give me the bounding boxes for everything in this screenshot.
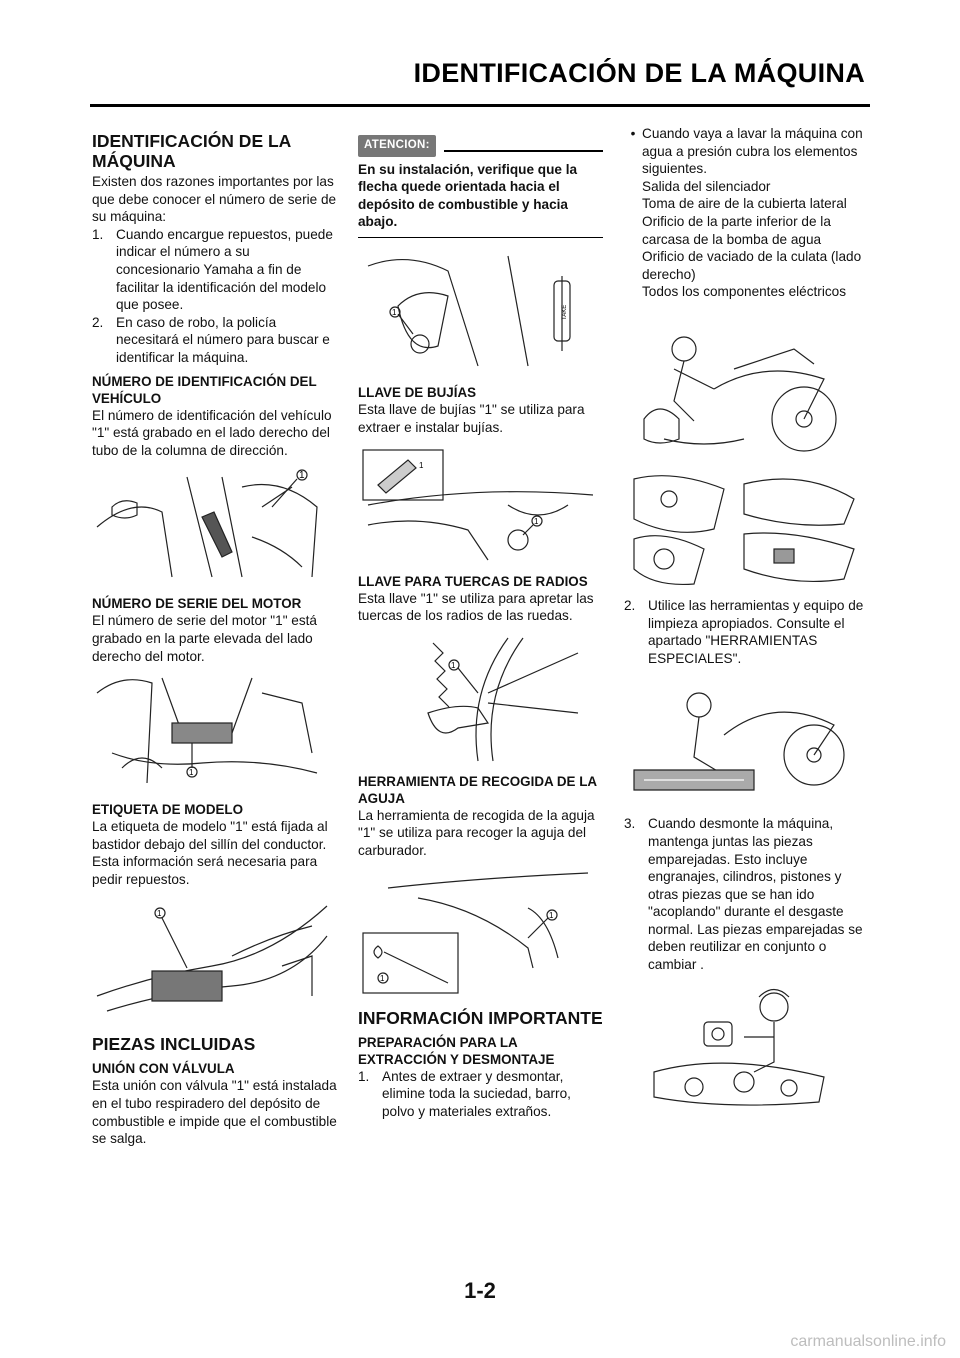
- list-item: 3. Cuando desmonte la máquina, mantenga juntas las piezas emparejadas. Esto incluye engranajes, cilindros, pistones y otras piezas que se han ido "acoplando" durante el desgaste normal. Las piezas emparejadas se deben reutilizar en conjunto o cambiar .: [624, 816, 863, 973]
- list-item: 1. Cuando encargue repuestos, puede indicar el número a su concesionario Yamaha a fin de facilitar la identificación del modelo que posee.: [92, 226, 333, 313]
- valve-text: Esta unión con válvula "1" está instalada en el tubo respiradero del depósito de combustible e impide que el combustible se salga.: [92, 1078, 337, 1147]
- model-label-heading: ETIQUETA DE MODELO: [92, 802, 244, 818]
- section-title-important-info: INFORMACIÓN IMPORTANTE: [358, 1007, 603, 1028]
- figure-cleaning-tools: [624, 675, 872, 805]
- figure-engine-number: [92, 673, 337, 791]
- section-title-identification: IDENTIFICACIÓN DE LA MÁQUINA: [92, 131, 291, 171]
- list-item: • Cuando vaya a lavar la máquina con agua a presión cubra los elementos siguientes. Salida del silenciador Toma de aire de la cubierta lateral Orificio de la parte inferior de la carcasa de la bomba de agua Orificio de vaciado de la culata (lado derecho) Todos los componentes eléctricos: [630, 126, 863, 300]
- list-item: 2. Utilice las herramientas y equipo de limpieza apropiados. Consulte el apartado "HERRAMIENTAS ESPECIALES".: [624, 597, 864, 666]
- needle-tool-heading: HERRAMIENTA DE RECOGIDA DE LA AGUJA: [358, 773, 597, 806]
- svg-text:1: 1: [189, 768, 194, 778]
- svg-text:1: 1: [380, 973, 385, 983]
- svg-text:1: 1: [534, 516, 539, 526]
- vin-text: El número de identificación del vehículo "1" está grabado en el lado derecho del tubo de la columna de dirección.: [92, 407, 332, 458]
- model-label-text: La etiqueta de modelo "1" está fijada al bastidor debajo del sillín del conductor. Esta información será necesaria para pedir repuestos.: [92, 819, 328, 887]
- figure-covered-parts: [624, 469, 872, 587]
- svg-text:1: 1: [419, 460, 424, 470]
- page-header-title: IDENTIFICACIÓN DE LA MÁQUINA: [413, 58, 865, 88]
- figure-needle-tool: [358, 868, 603, 998]
- spark-plug-wrench-heading: LLAVE DE BUJÍAS: [358, 385, 477, 401]
- svg-text:1: 1: [549, 910, 554, 920]
- svg-text:TAKE: TAKE: [562, 305, 568, 321]
- needle-tool-text: La herramienta de recogida de la aguja "1" se utiliza para recoger la aguja del carburador.: [358, 807, 595, 859]
- section-title-parts: PIEZAS INCLUIDAS: [92, 1034, 256, 1055]
- header-rule: [90, 104, 870, 107]
- valve-heading: UNIÓN CON VÁLVULA: [92, 1061, 235, 1077]
- prep-heading: PREPARACIÓN PARA LA EXTRACCIÓN Y DESMONTAJE: [358, 1034, 555, 1067]
- spoke-wrench-text: Esta llave "1" se utiliza para apretar las tuercas de los radios de las ruedas.: [358, 590, 594, 624]
- warning-label: ATENCION:: [358, 135, 436, 157]
- vin-heading: NÚMERO DE IDENTIFICACIÓN DEL VEHÍCULO: [92, 373, 317, 406]
- figure-mated-parts: [624, 982, 872, 1112]
- page-number: 1-2: [464, 1278, 496, 1303]
- list-item: 2. En caso de robo, la policía necesitará el número para buscar e identificar la máquina.: [92, 314, 330, 365]
- svg-text:1: 1: [451, 660, 456, 670]
- svg-text:1: 1: [299, 470, 305, 482]
- engine-text: El número de serie del motor "1" está grabado en la parte elevada del lado derecho del motor.: [92, 613, 317, 664]
- spark-plug-wrench-text: Esta llave de bujías "1" se utiliza para extraer e instalar bujías.: [358, 402, 585, 436]
- watermark: carmanualsonline.info: [790, 1333, 946, 1350]
- column-middle: [358, 125, 603, 1120]
- warning-text: En su instalación, verifique que la flecha quede orientada hacia el depósito de combustible y hacia abajo.: [358, 161, 578, 230]
- figure-model-label: [92, 896, 337, 1024]
- engine-heading: NÚMERO DE SERIE DEL MOTOR: [92, 596, 302, 612]
- figure-steering-head: [92, 467, 337, 585]
- figure-spoke-wrench: [358, 633, 603, 763]
- column-right: [624, 125, 872, 1122]
- svg-text:1: 1: [392, 308, 397, 318]
- spoke-wrench-heading: LLAVE PARA TUERCAS DE RADIOS: [358, 573, 588, 589]
- list-item: 1. Antes de extraer y desmontar, elimine toda la suciedad, barro, polvo y materiales extraños.: [358, 1068, 571, 1119]
- intro-text: Existen dos razones importantes por las que debe conocer el número de serie de su máquina:: [92, 174, 337, 225]
- svg-text:1: 1: [157, 909, 162, 919]
- column-left: [92, 125, 337, 1148]
- figure-spark-plug-wrench: [358, 445, 603, 563]
- figure-valve: [358, 246, 603, 374]
- figure-washing-motorcycle: [624, 309, 872, 459]
- warning-box: [358, 135, 603, 238]
